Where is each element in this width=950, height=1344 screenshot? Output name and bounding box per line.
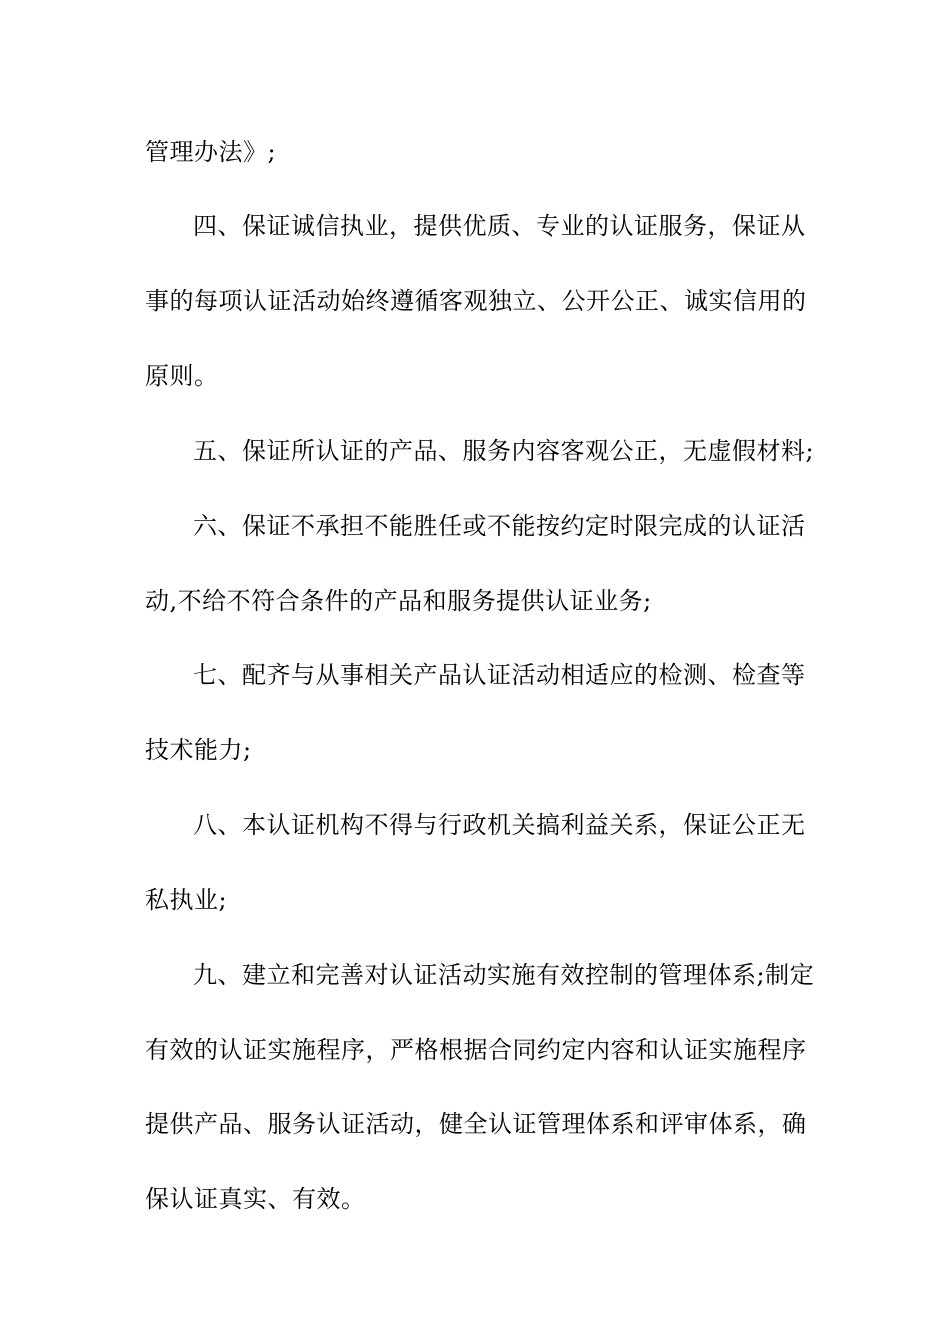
text-line-1: 管理办法》; [145, 138, 277, 166]
paragraph-7-line-1: 七、配齐与从事相关产品认证活动相适应的检测、检查等 [193, 661, 806, 689]
paragraph-8-line-1: 八、本认证机构不得与行政机关搞利益关系，保证公正无 [193, 811, 806, 839]
paragraph-7-line-2: 技术能力; [145, 736, 252, 764]
paragraph-9-line-4: 保认证真实、有效。 [145, 1185, 366, 1213]
paragraph-4-line-2: 事的每项认证活动始终遵循客观独立、公开公正、诚实信用的 [145, 287, 807, 315]
paragraph-8-line-2: 私执业; [145, 886, 228, 914]
paragraph-4-line-1: 四、保证诚信执业，提供优质、专业的认证服务，保证从 [193, 212, 806, 240]
paragraph-5-line-1: 五、保证所认证的产品、服务内容客观公正，无虚假材料; [193, 437, 815, 465]
paragraph-9-line-1: 九、建立和完善对认证活动实施有效控制的管理体系;制定 [193, 961, 815, 989]
paragraph-6-line-1: 六、保证不承担不能胜任或不能按约定时限完成的认证活 [193, 512, 806, 540]
paragraph-9-line-2: 有效的认证实施程序，严格根据合同约定内容和认证实施程序 [145, 1036, 807, 1064]
paragraph-4-line-3: 原则。 [145, 362, 219, 390]
paragraph-6-line-2: 动,不给不符合条件的产品和服务提供认证业务; [145, 587, 652, 615]
paragraph-9-line-3: 提供产品、服务认证活动，健全认证管理体系和评审体系，确 [145, 1110, 807, 1138]
